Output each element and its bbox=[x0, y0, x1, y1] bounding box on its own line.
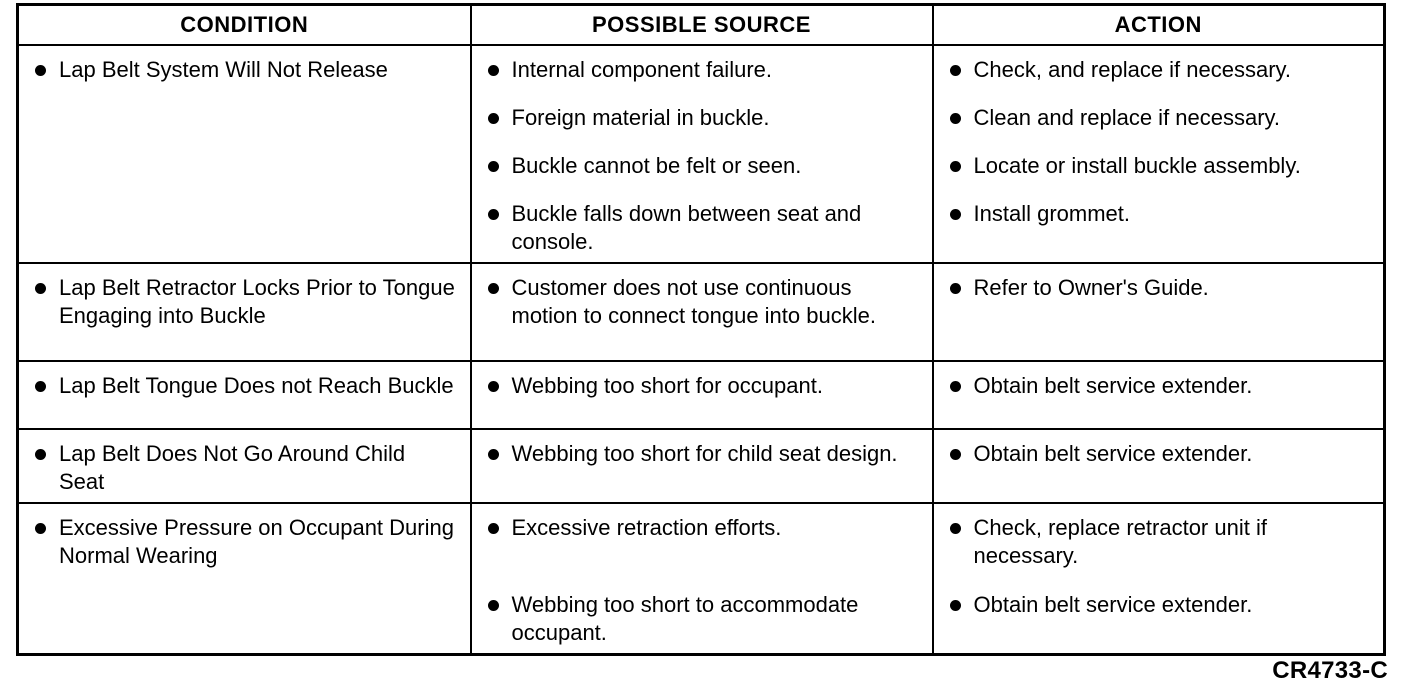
source-cell bbox=[471, 503, 933, 655]
condition-cell bbox=[18, 263, 471, 361]
list-item bbox=[31, 56, 456, 84]
list-item bbox=[484, 104, 918, 132]
action-text: Locate or install buckle assembly. bbox=[973, 153, 1301, 178]
bullet-icon bbox=[35, 449, 46, 460]
bullet-icon bbox=[950, 600, 961, 611]
bullet-icon bbox=[35, 523, 46, 534]
bullet-icon bbox=[950, 161, 961, 172]
list-item bbox=[31, 372, 456, 400]
list-item bbox=[484, 56, 918, 84]
list-item bbox=[484, 274, 918, 330]
action-text: Check, and replace if necessary. bbox=[973, 57, 1292, 82]
bullet-icon bbox=[488, 65, 499, 76]
condition-text: Excessive Pressure on Occupant During Normal Wearing bbox=[59, 515, 454, 568]
table-row bbox=[18, 361, 1385, 429]
list-item bbox=[484, 372, 918, 400]
list-item bbox=[946, 274, 1370, 302]
source-cell bbox=[471, 361, 933, 429]
header-action: ACTION bbox=[933, 5, 1385, 46]
table-row bbox=[18, 45, 1385, 263]
action-text: Obtain belt service extender. bbox=[973, 592, 1253, 617]
bullet-icon bbox=[488, 283, 499, 294]
bullet-icon bbox=[950, 381, 961, 392]
list-item bbox=[946, 152, 1370, 180]
figure-code: CR4733-C bbox=[1272, 657, 1388, 684]
list-item bbox=[946, 104, 1370, 132]
condition-text: Lap Belt Tongue Does not Reach Buckle bbox=[59, 373, 454, 398]
action-text: Clean and replace if necessary. bbox=[973, 105, 1281, 130]
list-item bbox=[484, 200, 918, 256]
bullet-icon bbox=[35, 283, 46, 294]
header-possible-source: POSSIBLE SOURCE bbox=[471, 5, 933, 46]
condition-cell bbox=[18, 429, 471, 503]
bullet-icon bbox=[950, 283, 961, 294]
source-text: Webbing too short for child seat design. bbox=[511, 441, 898, 466]
condition-text: Lap Belt Does Not Go Around Child Seat bbox=[59, 441, 406, 494]
source-text: Customer does not use continuous motion to connect tongue into buckle. bbox=[511, 275, 876, 328]
action-cell bbox=[933, 503, 1385, 655]
condition-cell bbox=[18, 45, 471, 263]
list-item bbox=[484, 514, 918, 542]
source-text: Webbing too short for occupant. bbox=[511, 373, 823, 398]
action-text: Obtain belt service extender. bbox=[973, 373, 1253, 398]
diagnosis-table bbox=[16, 3, 1386, 656]
list-item bbox=[946, 56, 1370, 84]
action-text: Refer to Owner's Guide. bbox=[973, 275, 1209, 300]
table-row bbox=[18, 503, 1385, 655]
condition-text: Lap Belt Retractor Locks Prior to Tongue Engaging into Buckle bbox=[59, 275, 455, 328]
table-row bbox=[18, 263, 1385, 361]
action-text: Check, replace retractor unit if necessary. bbox=[973, 515, 1267, 568]
list-item bbox=[484, 152, 918, 180]
bullet-icon bbox=[488, 449, 499, 460]
list-item bbox=[946, 372, 1370, 400]
action-cell bbox=[933, 361, 1385, 429]
list-item bbox=[31, 274, 456, 330]
list-item bbox=[946, 440, 1370, 468]
bullet-icon bbox=[488, 161, 499, 172]
bullet-icon bbox=[950, 523, 961, 534]
action-cell bbox=[933, 263, 1385, 361]
header-condition: CONDITION bbox=[18, 5, 471, 46]
source-cell bbox=[471, 429, 933, 503]
bullet-icon bbox=[488, 113, 499, 124]
source-text: Webbing too short to accommodate occupant. bbox=[511, 592, 859, 645]
source-text: Foreign material in buckle. bbox=[511, 105, 770, 130]
list-item bbox=[484, 591, 918, 647]
list-item bbox=[31, 440, 456, 496]
bullet-icon bbox=[488, 209, 499, 220]
source-text: Buckle falls down between seat and console. bbox=[511, 201, 862, 254]
bullet-icon bbox=[488, 600, 499, 611]
bullet-icon bbox=[950, 65, 961, 76]
list-item bbox=[946, 200, 1370, 228]
source-text: Buckle cannot be felt or seen. bbox=[511, 153, 802, 178]
source-text: Internal component failure. bbox=[511, 57, 772, 82]
bullet-icon bbox=[35, 381, 46, 392]
source-cell bbox=[471, 263, 933, 361]
bullet-icon bbox=[950, 113, 961, 124]
action-cell bbox=[933, 429, 1385, 503]
bullet-icon bbox=[488, 523, 499, 534]
bullet-icon bbox=[488, 381, 499, 392]
list-item bbox=[946, 591, 1370, 619]
header-row bbox=[18, 5, 1385, 46]
action-text: Obtain belt service extender. bbox=[973, 441, 1253, 466]
list-item bbox=[31, 514, 456, 570]
bullet-icon bbox=[950, 449, 961, 460]
action-text: Install grommet. bbox=[973, 201, 1130, 226]
table-row bbox=[18, 429, 1385, 503]
action-cell bbox=[933, 45, 1385, 263]
condition-text: Lap Belt System Will Not Release bbox=[59, 57, 388, 82]
source-cell bbox=[471, 45, 933, 263]
bullet-icon bbox=[950, 209, 961, 220]
condition-cell bbox=[18, 503, 471, 655]
bullet-icon bbox=[35, 65, 46, 76]
condition-cell bbox=[18, 361, 471, 429]
list-item bbox=[946, 514, 1370, 570]
source-text: Excessive retraction efforts. bbox=[511, 515, 782, 540]
list-item bbox=[484, 440, 918, 468]
